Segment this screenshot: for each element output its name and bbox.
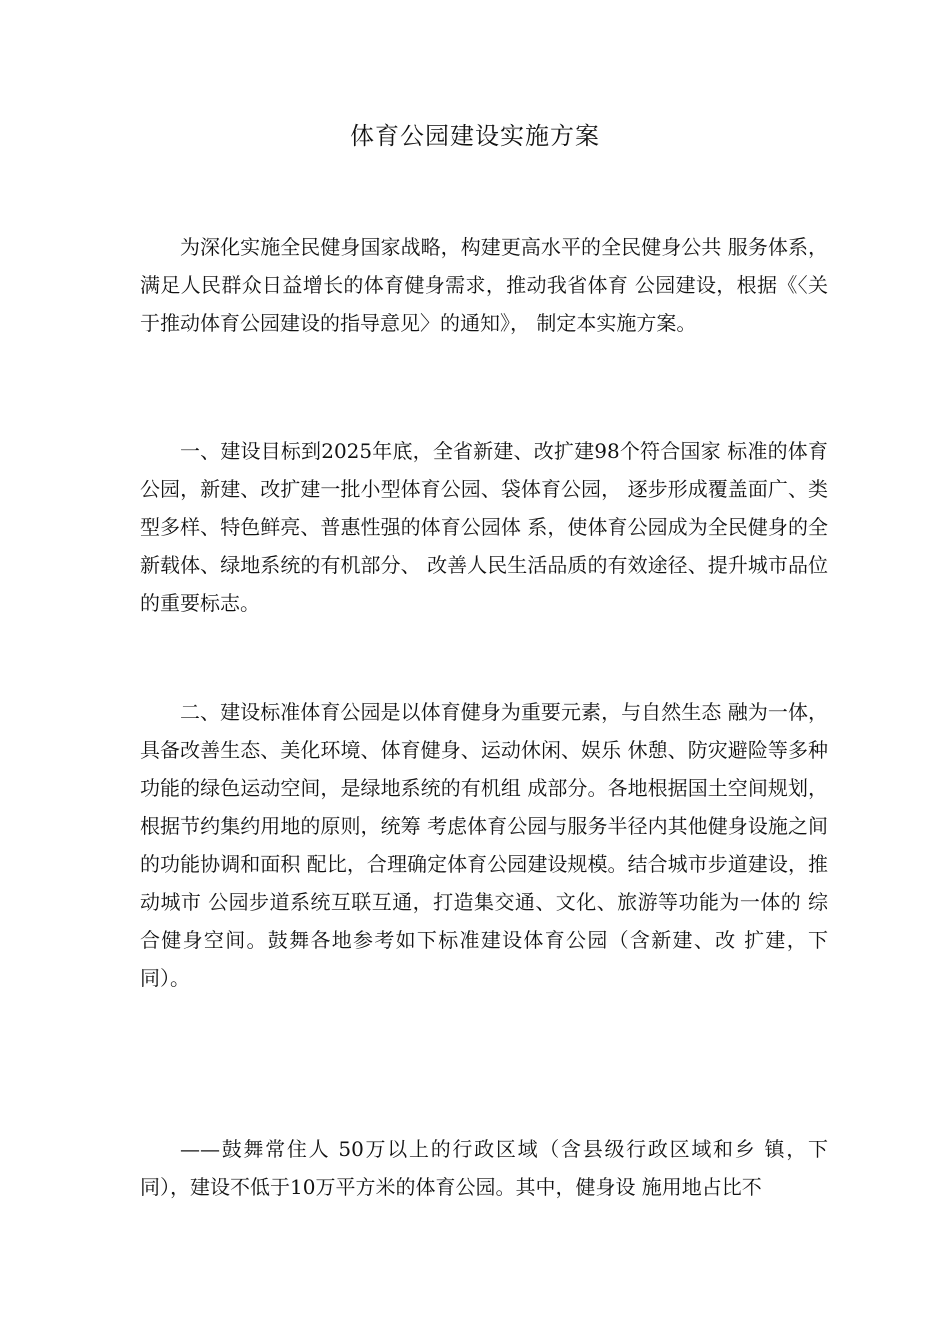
- paragraph-goals: 一、建设目标到2025年底，全省新建、改扩建98个符合国家 标准的体育公园，新建、改扩建一批小型体育公园、袋体育公园， 逐步形成覆盖面广、类型多样、特色鲜亮、普惠性强的体育公园体 系，使体育公园成为全民健身的全新载体、绿地系统的有机部分、 改善人民生活品质的有效途径、提升城市品位的重要标志。: [140, 439, 828, 615]
- paragraph-standards: 二、建设标准体育公园是以体育健身为重要元素，与自然生态 融为一体，具备改善生态、美化环境、体育健身、运动休闲、娱乐 休憩、防灾避险等多种功能的绿色运动空间，是绿地系统的有机组 成部分。各地根据国土空间规划，根据节约集约用地的原则，统筹 考虑体育公园与服务半径内其他健身设施之间的功能协调和面积 配比，合理确定体育公园建设规模。结合城市步道建设，推动城市 公园步道系统互联互通，打造集交通、文化、旅游等功能为一体的 综合健身空间。鼓舞各地参考如下标准建设体育公园（含新建、改 扩建，下同）。: [140, 700, 828, 990]
- document-title: 体育公园建设实施方案: [350, 122, 600, 150]
- paragraph-standard-item: ——鼓舞常住人 50万以上的行政区域（含县级行政区域和乡 镇，下同），建设不低于10万平方米的体育公园。其中，健身设 施用地占比不: [140, 1137, 828, 1199]
- paragraph-intro: 为深化实施全民健身国家战略，构建更高水平的全民健身公共 服务体系，满足人民群众日益增长的体育健身需求，推动我省体育 公园建设，根据《〈关于推动体育公园建设的指导意见〉的通知》， 制定本实施方案。: [140, 235, 828, 335]
